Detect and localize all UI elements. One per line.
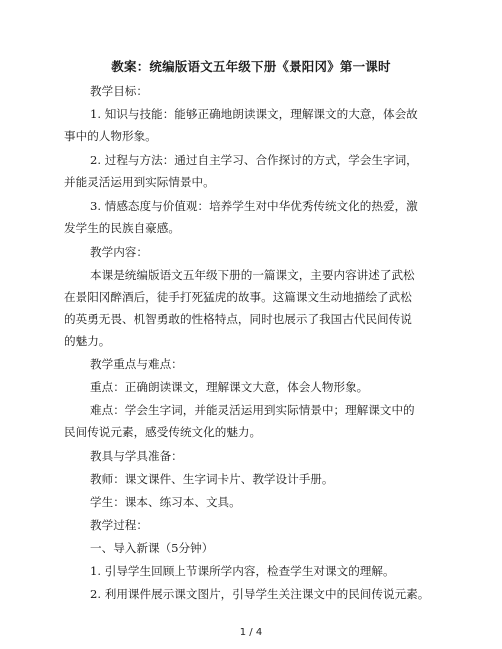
paragraph-line: 教学目标： xyxy=(90,84,148,98)
paragraph-line: 的魅力。 xyxy=(64,334,111,348)
paragraph-line: 教学内容： xyxy=(90,245,148,259)
page-number: 1 / 4 xyxy=(239,627,263,638)
paragraph-line: 教学过程： xyxy=(90,518,148,532)
paragraph-line: 在景阳冈醉酒后，徒手打死猛虎的故事。这篇课文生动地描绘了武松 xyxy=(64,290,412,304)
paragraph-line: 学生：课本、练习本、文具。 xyxy=(90,495,241,509)
paragraph-line: 1. 引导学生回顾上节课所学内容，检查学生对课文的理解。 xyxy=(90,564,395,578)
paragraph-line: 的英勇无畏、机智勇敢的性格特点，同时也展示了我国古代民间传说 xyxy=(64,312,412,326)
paragraph-line: 事中的人物形象。 xyxy=(64,129,157,143)
paragraph-line: 教学重点与难点： xyxy=(90,357,183,371)
paragraph-line: 2. 利用课件展示课文图片，引导学生关注课文中的民间传说元素。 xyxy=(90,587,430,601)
paragraph-line: 并能灵活运用到实际情景中。 xyxy=(64,175,215,189)
paragraph-line: 民间传说元素，感受传统文化的魅力。 xyxy=(64,425,262,439)
paragraph-line: 发学生的民族自豪感。 xyxy=(64,221,180,235)
paragraph-line: 难点：学会生字词，并能灵活运用到实际情景中；理解课文中的 xyxy=(90,403,415,417)
paragraph-line: 本课是统编版语文五年级下册的一篇课文，主要内容讲述了武松 xyxy=(90,268,415,282)
paragraph-line: 一、导入新课（5分钟） xyxy=(90,541,214,555)
paragraph-line: 3. 情感态度与价值观：培养学生对中华优秀传统文化的热爱，激 xyxy=(90,199,418,213)
paragraph-line: 重点：正确朗读课文，理解课文大意，体会人物形象。 xyxy=(90,380,369,394)
paragraph-line: 教具与学具准备： xyxy=(90,449,183,463)
paragraph-line: 1. 知识与技能：能够正确地朗读课文，理解课文的大意，体会故 xyxy=(90,107,418,121)
paragraph-line: 2. 过程与方法：通过自主学习、合作探讨的方式，学会生字词， xyxy=(90,153,418,167)
document-title: 教案：统编版语文五年级下册《景阳冈》第一课时 xyxy=(111,59,391,74)
paragraph-line: 教师：课文课件、生字词卡片、教学设计手册。 xyxy=(90,472,334,486)
